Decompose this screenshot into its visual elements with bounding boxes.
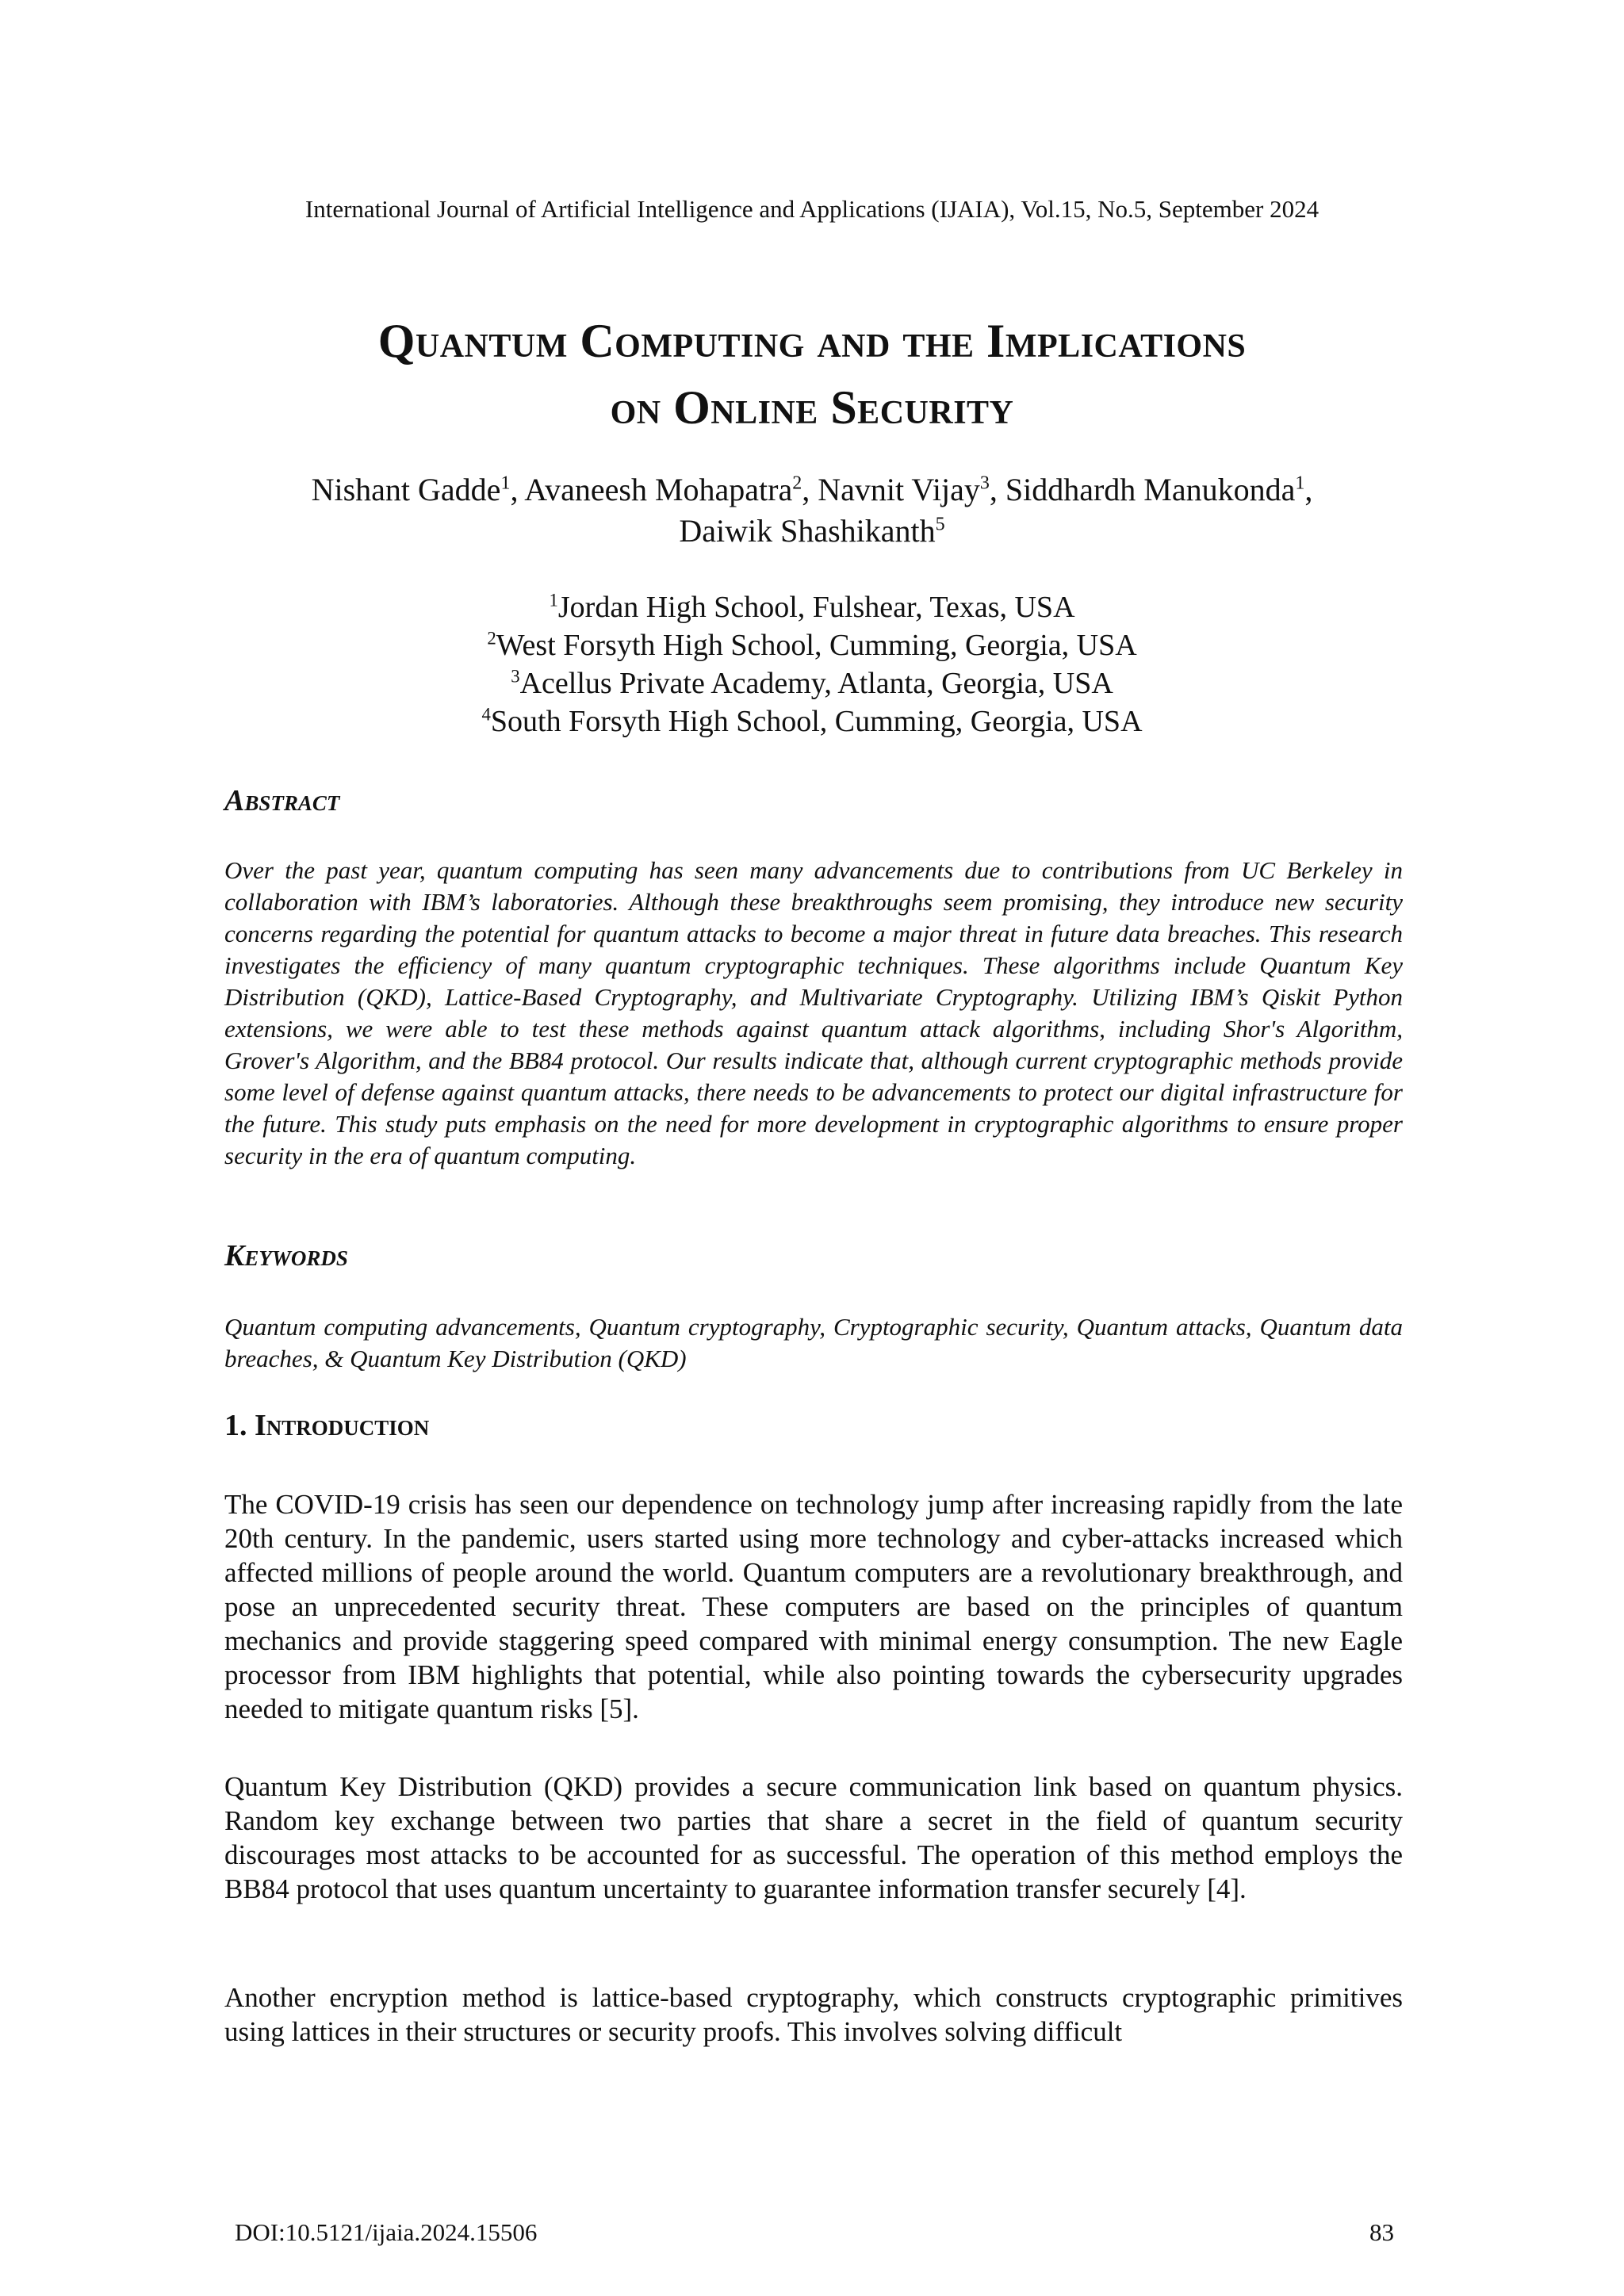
affiliation-mark: 4 <box>481 704 491 725</box>
author-line-2 <box>190 511 1434 552</box>
keywords-text: Quantum computing advancements, Quantum cryptography, Cryptographic security, Quantum attacks, Quantum data breaches, & Quantum Key Distribution (QKD) <box>224 1313 1403 1372</box>
author-name: Daiwik Shashikanth <box>679 513 936 549</box>
author-affiliation-mark: 1 <box>1295 473 1305 494</box>
introduction-paragraph-3: Another encryption method is lattice-based cryptography, which constructs cryptographic primitives using lattices in their structures or security proofs. This involves solving difficult <box>224 1982 1403 2047</box>
affiliation-item <box>190 702 1434 740</box>
author-affiliation-mark: 1 <box>500 473 511 494</box>
affiliation-item <box>190 588 1434 626</box>
introduction-paragraph-2: Quantum Key Distribution (QKD) provides a secure communication link based on quantum physics. Random key exchange between two parties that share a secret in the field of quantum security discourages most attacks to be accounted for as successful. The operation of this method employs the BB84 protocol that uses quantum uncertainty to guarantee information transfer securely [4]. <box>224 1771 1403 1904</box>
author-name: Avaneesh Mohapatra <box>524 472 793 507</box>
author-name: Siddhardh Manukonda <box>1005 472 1296 507</box>
author-separator: , <box>802 472 818 507</box>
author-name: Navnit Vijay <box>818 472 980 507</box>
author-list <box>190 469 1434 552</box>
author-affiliation-mark: 3 <box>979 473 990 494</box>
doi-footer: DOI:10.5121/ijaia.2024.15506 <box>235 2218 538 2246</box>
affiliation-text: West Forsyth High School, Cumming, Georgia, USA <box>496 629 1137 662</box>
affiliation-item <box>190 664 1434 702</box>
keywords-heading: Keywords <box>224 1239 348 1272</box>
paper-title <box>159 308 1465 441</box>
affiliation-item <box>190 626 1434 664</box>
author-affiliation-mark: 5 <box>935 514 945 535</box>
affiliation-mark: 1 <box>549 590 558 610</box>
affiliation-text: South Forsyth High School, Cumming, Georgia, USA <box>490 705 1143 738</box>
abstract-text: Over the past year, quantum computing has seen many advancements due to contributions from UC Berkeley in collaboration with IBM’s laboratories. Although these breakthroughs seem promising, they introduce new security concerns regarding the potential for quantum attacks to become a major threat in future data breaches. This research investigates the efficiency of many quantum cryptographic techniques. These algorithms include Quantum Key Distribution (QKD), Lattice-Based Cryptography, and Multivariate Cryptography. Utilizing IBM’s Qiskit Python extensions, we were able to test these methods against quantum attack algorithms, including Shor's Algorithm, Grover's Algorithm, and the BB84 protocol. Our results indicate that, although current cryptographic methods provide some level of defense against quantum attacks, there needs to be advancements to protect our digital infrastructure for the future. This study puts emphasis on the need for more development in cryptographic algorithms to ensure proper security in the era of quantum computing. <box>224 856 1403 1169</box>
introduction-heading: 1. Introduction <box>224 1409 430 1442</box>
author-name: Nishant Gadde <box>311 472 501 507</box>
author-separator: , <box>510 472 525 507</box>
page-number: 83 <box>1369 2218 1394 2246</box>
affiliation-text: Jordan High School, Fulshear, Texas, USA <box>557 591 1075 624</box>
title-line-1: Quantum Computing and the Implications <box>377 315 1247 367</box>
author-separator: , <box>989 472 1005 507</box>
affiliation-mark: 2 <box>487 628 496 649</box>
affiliation-text: Acellus Private Academy, Atlanta, Georgia, USA <box>519 667 1113 700</box>
abstract-heading: Abstract <box>224 784 340 817</box>
introduction-paragraph-1: The COVID-19 crisis has seen our dependence on technology jump after increasing rapidly from the late 20th century. In the pandemic, users started using more technology and cyber-attacks increased which affected millions of people around the world. Quantum computers are a revolutionary breakthrough, and pose an unprecedented security threat. These computers are based on the principles of quantum mechanics and provide staggering speed compared with minimal energy consumption. The new Eagle processor from IBM highlights that potential, while also pointing towards the cybersecurity upgrades needed to mitigate quantum risks [5]. <box>224 1489 1403 1724</box>
author-line-1 <box>190 469 1434 511</box>
title-line-2: on Online Security <box>610 381 1014 434</box>
affiliation-mark: 3 <box>511 666 520 687</box>
journal-header: International Journal of Artificial Intelligence and Applications (IJAIA), Vol.15, No.5, September 2024 <box>304 195 1320 223</box>
author-separator: , <box>1304 472 1313 507</box>
author-affiliation-mark: 2 <box>792 473 802 494</box>
affiliation-list <box>190 588 1434 740</box>
